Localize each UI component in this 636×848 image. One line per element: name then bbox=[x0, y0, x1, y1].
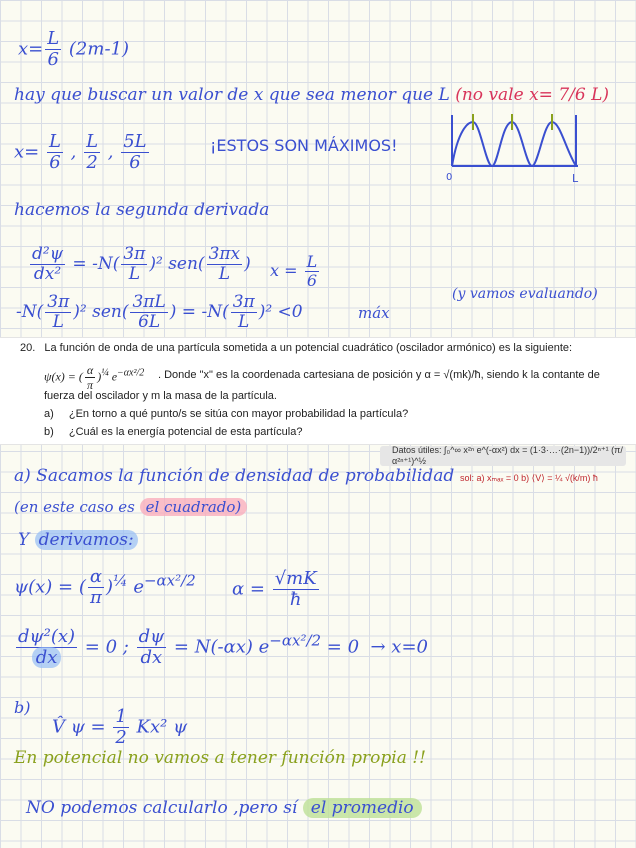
eq-potential-operator: V̂ ψ = $\frac{1}{2}$ Kx² ψ bbox=[52, 706, 188, 748]
note-vamos-evaluando: (y vamos evaluando) bbox=[452, 286, 598, 302]
graph-wave-curve bbox=[452, 122, 576, 166]
question-a: a) ¿En torno a qué punto/s se sitúa con mayor probabilidad la partícula? bbox=[44, 408, 409, 420]
eq-evaluated: -N( $\frac{3\pi}{L}$ )² sen( $\frac{3\pi L}{6L}$ ) = -N( $\frac{3\pi}{L}$ )² <0 bbox=[16, 292, 303, 332]
datos-utiles-box: Datos útiles: ∫₀^∞ x²ⁿ e^(-αx²) dx = (1·3·…·(2n−1))/2ⁿ⁺¹ (π/α²ⁿ⁺¹)^½ bbox=[380, 446, 626, 466]
highlight-derivamos: derivamos: bbox=[35, 530, 138, 550]
question-b: b) ¿Cuál es la energía potencial de esta partícula? bbox=[44, 426, 303, 438]
note-funcion-propia: En potencial no vamos a tener función propia !! bbox=[14, 748, 426, 768]
note-a-densidad: a) Sacamos la función de densidad de probabilidad bbox=[14, 466, 455, 486]
eq-alpha: α = $\frac{√mK}{ħ}$ bbox=[232, 568, 317, 610]
note-derivamos: Y derivamos: bbox=[18, 530, 138, 550]
psi-formula: ψ(x) = ( $\frac{\alpha}{\pi}$ )$^{\frac{1}{4}}$ $e^{-\alpha x^2/2}$ bbox=[44, 363, 145, 392]
note-max: máx bbox=[358, 304, 390, 322]
graph-end-label: L bbox=[572, 172, 579, 185]
note-promedio: NO podemos calcularlo ,pero sí el promedio bbox=[26, 798, 422, 818]
graph-origin-label: 0 bbox=[446, 172, 453, 183]
eq-derivative-zero: $\frac{\text{dψ²(x)}}{dx}$ = 0 ; $\frac{d\psi}{dx}$ = N(-αx) $e^{-\alpha x^2/2} = 0 \to x=0$ bbox=[18, 626, 428, 668]
problem-statement: La función de onda de una partícula sometida a un potencial cuadrático (oscilador armónico) es la siguiente: bbox=[44, 342, 573, 354]
eq-second-derivative: $\frac{\text{d²ψ}}{\text{dx²}}$ = -N( $\frac{3\pi}{L}$ )² sen( $\frac{3\pi x}{L}$ ) bbox=[32, 244, 251, 284]
eq-condition: x = $\frac{L}{6}$ bbox=[270, 252, 318, 290]
problem-number: 20. bbox=[20, 342, 36, 354]
label-b: b) bbox=[14, 698, 31, 717]
highlight-el-promedio: el promedio bbox=[303, 798, 422, 818]
problem-definition: . Donde "x" es la coordenada cartesiana de posición y α = √(mk)/ħ, siendo k la contante de bbox=[158, 369, 600, 381]
note-no-vale: (no vale x= 7/6 L) bbox=[455, 85, 609, 105]
problem-definition-2: fuerza del oscilador y m la masa de la partícula. bbox=[44, 390, 277, 402]
note-line-buscar: hay que buscar un valor de x que sea menor que L (no vale x= 7/6 L) bbox=[14, 85, 609, 105]
note-el-cuadrado: (en este caso es el cuadrado) bbox=[14, 498, 247, 516]
highlight-el-cuadrado: el cuadrado) bbox=[140, 498, 248, 516]
wave-sketch-graph bbox=[440, 110, 590, 185]
note-estos-son-maximos: ¡ESTOS SON MÁXIMOS! bbox=[210, 136, 398, 155]
eq-x-position: x= $\frac{L}{6}$ (2m-1) bbox=[18, 28, 130, 70]
note-segunda-derivada: hacemos la segunda derivada bbox=[14, 200, 270, 220]
solution-line: sol: a) xₘₐₓ = 0 b) ⟨V⟩ = ¼ √(k/m) ħ bbox=[460, 473, 598, 483]
problem-header bbox=[20, 342, 572, 354]
eq-maximos-values: x= $\frac{L}{6}$ , $\frac{L}{2}$ , $\frac{5L}{6}$ bbox=[14, 131, 147, 173]
eq-psi: ψ(x) = ( $\frac{\alpha}{\pi}$ )$^{\frac{1}{4}}$ $e^{-\alpha x^2/2}$ bbox=[14, 566, 196, 608]
